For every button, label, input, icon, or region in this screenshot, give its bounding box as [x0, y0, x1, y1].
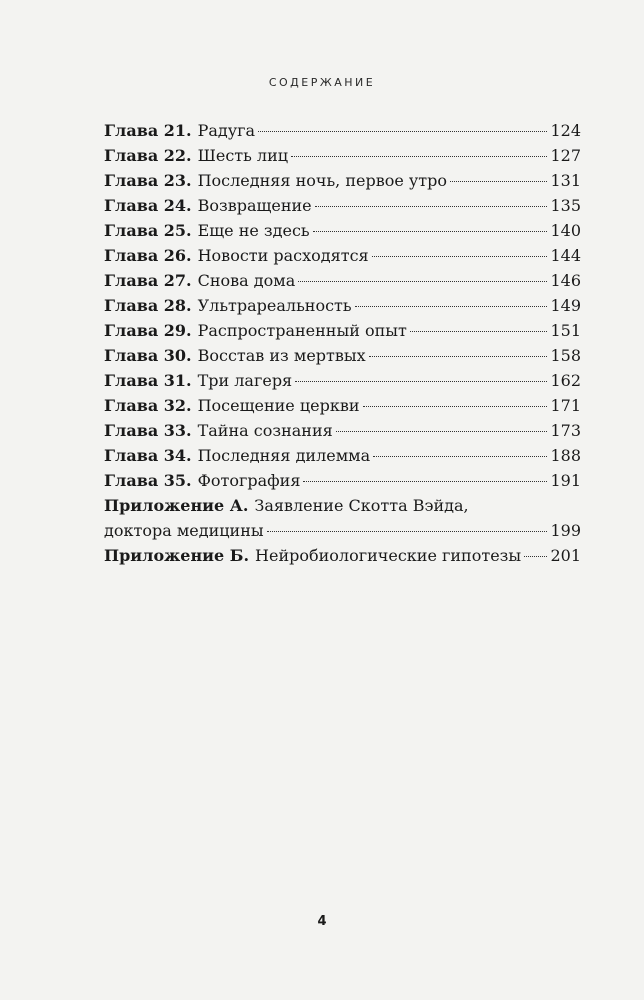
toc-entry — [104, 168, 581, 193]
toc-entry-label: Глава 26. — [104, 246, 192, 265]
toc-entry-label: Глава 29. — [104, 321, 192, 340]
dot-leader — [313, 231, 548, 232]
toc-entry-label: Глава 23. — [104, 171, 192, 190]
toc-entry — [104, 418, 581, 443]
toc-entry-page: 144 — [550, 246, 581, 265]
toc-entry-label: Глава 27. — [104, 271, 192, 290]
dot-leader — [450, 181, 547, 182]
dot-leader — [410, 331, 548, 332]
dot-leader — [298, 281, 547, 282]
toc-entry-page: 191 — [550, 471, 581, 490]
dot-leader — [363, 406, 548, 407]
toc-entry-label: Приложение А. — [104, 496, 249, 515]
toc-entry-label: Глава 31. — [104, 371, 192, 390]
toc-entry — [104, 218, 581, 243]
toc-entry-title: Снова дома — [197, 271, 296, 290]
dot-leader — [258, 131, 547, 132]
toc-entry-title: Ультрареальность — [197, 296, 352, 315]
toc-entry-page: 140 — [550, 221, 581, 240]
dot-leader — [524, 556, 547, 557]
toc-entry-label: Приложение Б. — [104, 546, 250, 565]
table-of-contents — [104, 118, 581, 568]
toc-entry-page: 199 — [550, 521, 581, 540]
toc-entry-page: 173 — [550, 421, 581, 440]
toc-entry-title: Еще не здесь — [197, 221, 310, 240]
toc-entry-title: Тайна сознания — [197, 421, 333, 440]
dot-leader — [336, 431, 548, 432]
toc-entry-title: Возвращение — [197, 196, 312, 215]
dot-leader — [369, 356, 548, 357]
toc-entry-appendix-b — [104, 543, 581, 568]
dot-leader — [295, 381, 547, 382]
toc-entry-page: 171 — [550, 396, 581, 415]
toc-entry-label: Глава 34. — [104, 446, 192, 465]
toc-entry-title: Шесть лиц — [197, 146, 289, 165]
toc-entry-label: Глава 35. — [104, 471, 192, 490]
toc-entry-label: Глава 21. — [104, 121, 192, 140]
toc-entry — [104, 393, 581, 418]
chapter-list — [104, 118, 581, 493]
toc-entry-label: Глава 32. — [104, 396, 192, 415]
toc-entry — [104, 143, 581, 168]
toc-entry-title: Заявление Скотта Вэйда, — [254, 496, 469, 515]
toc-entry-title: Посещение церкви — [197, 396, 360, 415]
toc-entry-appendix-a — [104, 493, 581, 518]
toc-entry-title: Последняя дилемма — [197, 446, 371, 465]
toc-entry — [104, 443, 581, 468]
toc-entry-title: Распространенный опыт — [197, 321, 407, 340]
toc-entry — [104, 318, 581, 343]
toc-entry — [104, 293, 581, 318]
toc-entry — [104, 243, 581, 268]
toc-entry-title: Нейробиологические гипотезы — [255, 546, 522, 565]
dot-leader — [315, 206, 548, 207]
toc-entry-page: 127 — [550, 146, 581, 165]
toc-entry-label: Глава 25. — [104, 221, 192, 240]
dot-leader — [267, 531, 548, 532]
toc-entry-label: Глава 33. — [104, 421, 192, 440]
toc-entry-label: Глава 24. — [104, 196, 192, 215]
toc-entry-page: 146 — [550, 271, 581, 290]
toc-entry-title: Восстав из мертвых — [197, 346, 366, 365]
toc-entry-title: Три лагеря — [197, 371, 293, 390]
dot-leader — [303, 481, 547, 482]
dot-leader — [372, 256, 548, 257]
toc-entry-title: Последняя ночь, первое утро — [197, 171, 448, 190]
page-number: 4 — [317, 914, 327, 929]
toc-heading: СОДЕРЖАНИЕ — [268, 76, 376, 89]
toc-entry-page: 135 — [550, 196, 581, 215]
toc-entry-page: 131 — [550, 171, 581, 190]
toc-entry-title: Новости расходятся — [197, 246, 369, 265]
toc-entry-page: 201 — [550, 546, 581, 565]
toc-entry-label: Глава 30. — [104, 346, 192, 365]
toc-entry-page: 124 — [550, 121, 581, 140]
toc-entry-title: доктора медицины — [104, 521, 264, 540]
toc-entry-page: 149 — [550, 296, 581, 315]
toc-entry-appendix-a-continued — [104, 518, 581, 543]
toc-entry-page: 158 — [550, 346, 581, 365]
toc-entry — [104, 268, 581, 293]
toc-entry — [104, 343, 581, 368]
toc-entry-page: 188 — [550, 446, 581, 465]
dot-leader — [373, 456, 547, 457]
dot-leader — [355, 306, 548, 307]
toc-entry-title: Радуга — [197, 121, 256, 140]
toc-entry-page: 162 — [550, 371, 581, 390]
toc-entry-label: Глава 22. — [104, 146, 192, 165]
toc-entry — [104, 468, 581, 493]
toc-entry-title: Фотография — [197, 471, 301, 490]
toc-entry — [104, 368, 581, 393]
toc-entry — [104, 193, 581, 218]
toc-entry-label: Глава 28. — [104, 296, 192, 315]
dot-leader — [291, 156, 547, 157]
toc-entry — [104, 118, 581, 143]
toc-entry-page: 151 — [550, 321, 581, 340]
